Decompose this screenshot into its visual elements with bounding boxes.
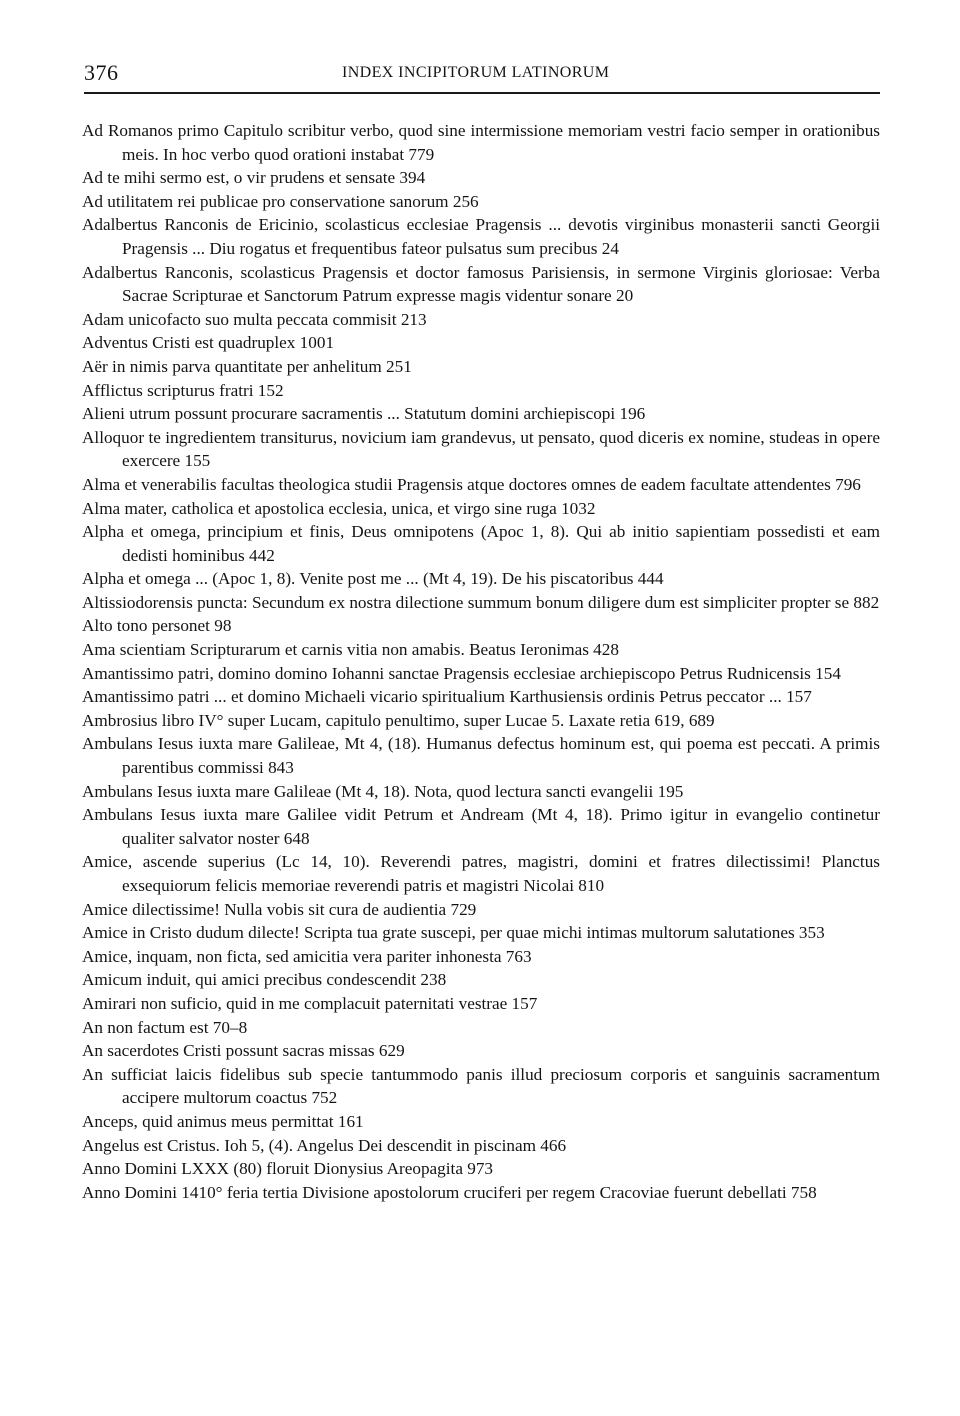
index-entry: Ambulans Iesus iuxta mare Galileae (Mt 4, 18). Nota, quod lectura sancti evangelii 195	[82, 781, 684, 801]
index-entry: Ad Romanos primo Capitulo scribitur verbo, quod sine intermissione memoriam vestri facio semper in orationibus meis. In hoc verbo quod orationi instabat 779	[82, 121, 880, 164]
index-entry: Alma et venerabilis facultas theologica studii Pragensis atque doctores omnes de eadem facultate attendentes 796	[82, 474, 861, 494]
index-entry: Anceps, quid animus meus permittat 161	[82, 1111, 364, 1131]
index-entry: Aër in nimis parva quantitate per anhelitum 251	[82, 356, 412, 376]
index-entry: Ad te mihi sermo est, o vir prudens et sensate 394	[82, 168, 426, 188]
index-entry: Anno Domini LXXX (80) floruit Dionysius Areopagita 973	[82, 1159, 494, 1179]
index-entry: Angelus est Cristus. Ioh 5, (4). Angelus Dei descendit in piscinam 466	[82, 1135, 567, 1155]
header-rule	[84, 92, 880, 94]
index-entry: Alto tono personet 98	[82, 616, 232, 636]
index-entry: Alma mater, catholica et apostolica ecclesia, unica, et virgo sine ruga 1032	[82, 498, 596, 518]
index-entry: Amice dilectissime! Nulla vobis sit cura de audientia 729	[82, 899, 477, 919]
index-entry: Amice in Cristo dudum dilecte! Scripta tua grate suscepi, per quae michi intimas multorum salutationes 353	[82, 923, 825, 943]
index-entry: Alpha et omega, principium et finis, Deus omnipotens (Apoc 1, 8). Qui ab initio sapientiam possedisti et eam dedisti hominibus 442	[82, 522, 880, 565]
index-entry: Afflictus scripturus fratri 152	[82, 380, 284, 400]
index-entry: Ambulans Iesus iuxta mare Galilee vidit Petrum et Andream (Mt 4, 18). Primo igitur in evangelio continetur qualiter salvator noster 648	[82, 805, 880, 848]
index-entry: Ama scientiam Scripturarum et carnis vitia non amabis. Beatus Ieronimas 428	[82, 640, 619, 660]
index-entry: Ambrosius libro IV° super Lucam, capitulo penultimo, super Lucae 5. Laxate retia 619, 689	[82, 710, 715, 730]
index-entry: Amantissimo patri ... et domino Michaeli vicario spiritualium Karthusiensis ordinis Petrus peccator ... 157	[82, 687, 812, 707]
index-entry: Amice, ascende superius (Lc 14, 10). Reverendi patres, magistri, domini et fratres dilectissimi! Planctus exsequiorum felicis memoriae reverendi patris et magistri Nicolai 810	[82, 852, 880, 895]
index-entry-list	[82, 119, 880, 1204]
index-entry: An sacerdotes Cristi possunt sacras missas 629	[82, 1041, 405, 1061]
index-entry: Anno Domini 1410° feria tertia Divisione apostolorum cruciferi per regem Cracoviae fuerunt debellati 758	[82, 1182, 817, 1202]
index-entry: Amice, inquam, non ficta, sed amicitia vera pariter inhonesta 763	[82, 946, 532, 966]
index-entry: Adalbertus Ranconis de Ericinio, scolasticus ecclesiae Pragensis ... devotis virginibus monasterii sancti Georgii Pragensis ... Diu rogatus et frequentibus fateor pulsatus sum precibus 24	[82, 215, 880, 258]
index-entry: Alieni utrum possunt procurare sacramentis ... Statutum domini archiepiscopi 196	[82, 404, 646, 424]
index-entry: An non factum est 70–8	[82, 1017, 248, 1037]
index-entry: An sufficiat laicis fidelibus sub specie tantummodo panis illud preciosum corporis et sanguinis sacramentum accipere multorum coactus 752	[82, 1064, 880, 1108]
index-entry: Amantissimo patri, domino domino Iohanni sanctae Pragensis ecclesiae archiepiscopo Petrus Rudnicensis 154	[82, 663, 841, 683]
page-number: 376	[84, 60, 119, 85]
index-entry: Adalbertus Ranconis, scolasticus Pragensis et doctor famosus Parisiensis, in sermone Virginis gloriosae: Verba Sacrae Scripturae et Sanctorum Patrum expresse magis videntur sonare 20	[82, 262, 880, 306]
index-entry: Amirari non suficio, quid in me complacuit paternitati vestrae 157	[82, 993, 538, 1013]
index-entry: Adam unicofacto suo multa peccata commisit 213	[82, 309, 427, 329]
index-entry: Ad utilitatem rei publicae pro conservatione sanorum 256	[82, 191, 479, 211]
running-title: INDEX INCIPITORUM LATINORUM	[342, 64, 610, 81]
index-entry: Adventus Cristi est quadruplex 1001	[82, 333, 335, 353]
index-entry: Alpha et omega ... (Apoc 1, 8). Venite post me ... (Mt 4, 19). De his piscatoribus 444	[82, 569, 664, 589]
index-entry: Amicum induit, qui amici precibus condescendit 238	[82, 970, 447, 990]
page-header	[84, 60, 880, 90]
index-entry: Ambulans Iesus iuxta mare Galileae, Mt 4, (18). Humanus defectus hominum est, qui poema est peccati. A primis parentibus commissi 843	[82, 734, 880, 778]
index-entry: Altissiodorensis puncta: Secundum ex nostra dilectione summum bonum diligere dum est simpliciter propter se 882	[82, 592, 880, 612]
index-entry: Alloquor te ingredientem transiturus, novicium iam grandevus, ut pensato, quod diceris ex nomine, studeas in opere exercere 155	[82, 427, 880, 471]
